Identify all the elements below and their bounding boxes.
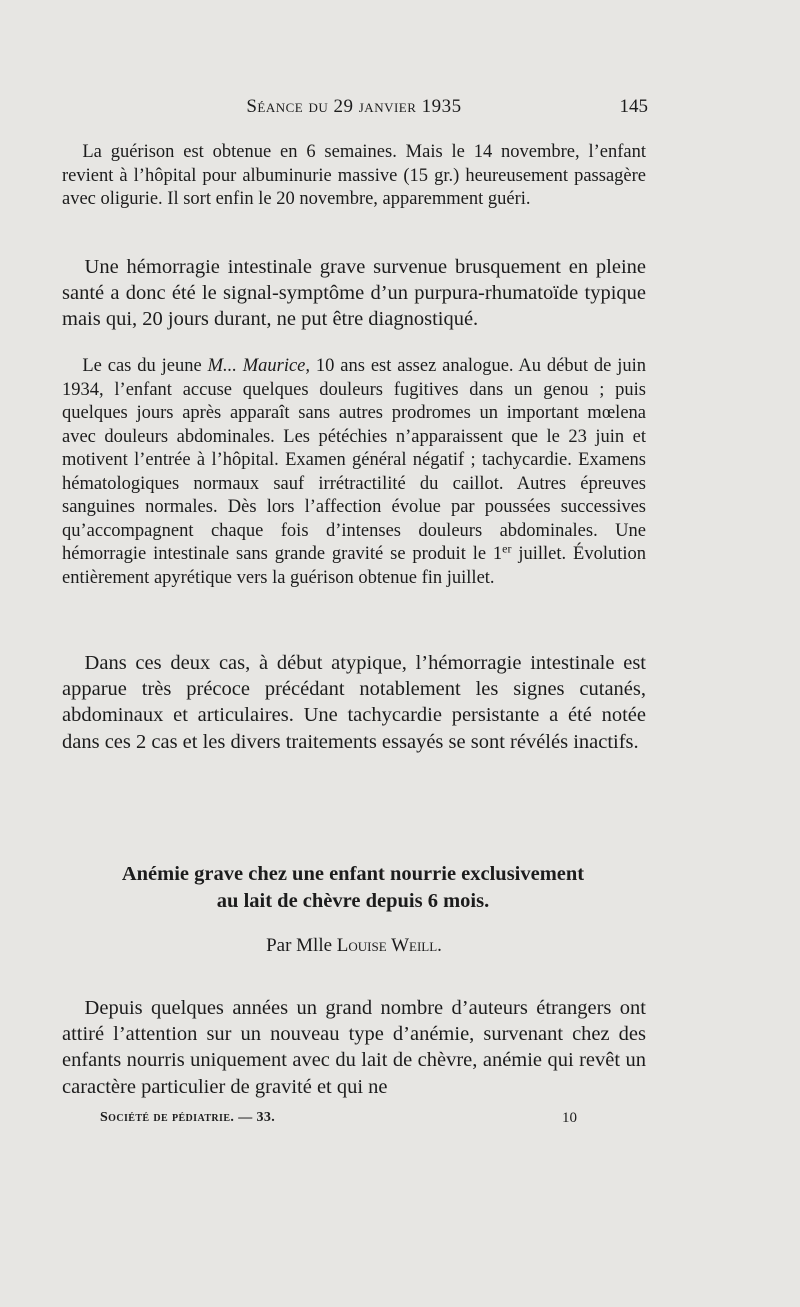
case-2-body: 10 ans est assez analogue. Au début de juin 1934, l’enfant accuse quelques douleurs fugitives dans un genou ; puis quelques jours après apparaît sans autres prodromes un important mœlena avec douleurs abdominales. Les pétéchies n’apparaissent que le 23 juin et motivent l’entrée à l’hôpital. Examen général négatif ; tachycardie. Examens hématologiques normaux sauf irrétractilité du caillot. Autres épreuves sanguines normales. Dès lors l’affection évolue par poussées successives qu’accompagnent chaque fois d’intenses douleurs abdominales. Une hémorragie intestinale sans grande gravité se produit le 1 <box>62 356 646 564</box>
header-title <box>62 96 646 118</box>
paragraph-summary-both-cases: Dans ces deux cas, à début atypique, l’hémorragie intestinale est apparue très précoce précédant notablement les signes cutanés, abdominaux et articulaires. Une tachycardie persistante a été notée dans ces 2 cas et les divers traitements essayés se sont révélés inactifs. <box>62 652 646 753</box>
paragraph-case-2 <box>62 355 646 590</box>
case-2-ending: juillet. Évolution entièrement apyrétique vers la guérison obtenue fin juillet. <box>62 544 646 588</box>
article-author <box>62 935 646 957</box>
article-title-line-2: au lait de chèvre depuis 6 mois. <box>216 890 490 912</box>
case-2-intro: Le cas du jeune <box>82 356 208 376</box>
header-year: 1935 <box>421 96 462 117</box>
header-session-label: Séance du <box>246 96 329 117</box>
footer-society: Société de pédiatrie. — 33. <box>100 1110 276 1125</box>
paragraph-article-intro: Depuis quelques années un grand nombre d’auteurs étrangers ont attiré l’attention sur un nouveau type d’anémie, survenant chez des enfants nourris uniquement avec du lait de chèvre, anémie qui revêt un caractère particulier de gravité et qui ne <box>62 997 646 1098</box>
paragraph-conclusion-case-1: Une hémorragie intestinale grave survenue brusquement en pleine santé a donc été le signal-symptôme d’un purpura-rhumatoïde typique mais qui, 20 jours durant, ne put être diagnostiqué. <box>62 256 646 331</box>
paragraph-recovery: La guérison est obtenue en 6 semaines. Mais le 14 novembre, l’enfant revient à l’hôpital pour albuminurie massive (15 gr.) heureusement passagère avec oligurie. Il sort enfin le 20 novembre, apparemment guéri. <box>62 142 646 209</box>
running-header <box>62 96 646 126</box>
case-2-patient-name: M... Maurice, <box>207 356 311 376</box>
ordinal-superscript: er <box>502 541 512 556</box>
article-title <box>56 861 650 915</box>
author-name: Louise Weill. <box>336 935 442 956</box>
header-month: janvier <box>358 96 417 117</box>
footer-signature-mark: 10 <box>562 1110 577 1126</box>
header-day: 29 <box>333 96 354 117</box>
article-title-line-1: Anémie grave chez une enfant nourrie exclusivement <box>121 863 585 885</box>
page-number: 145 <box>619 96 648 117</box>
author-prefix: Par Mlle <box>266 935 333 956</box>
